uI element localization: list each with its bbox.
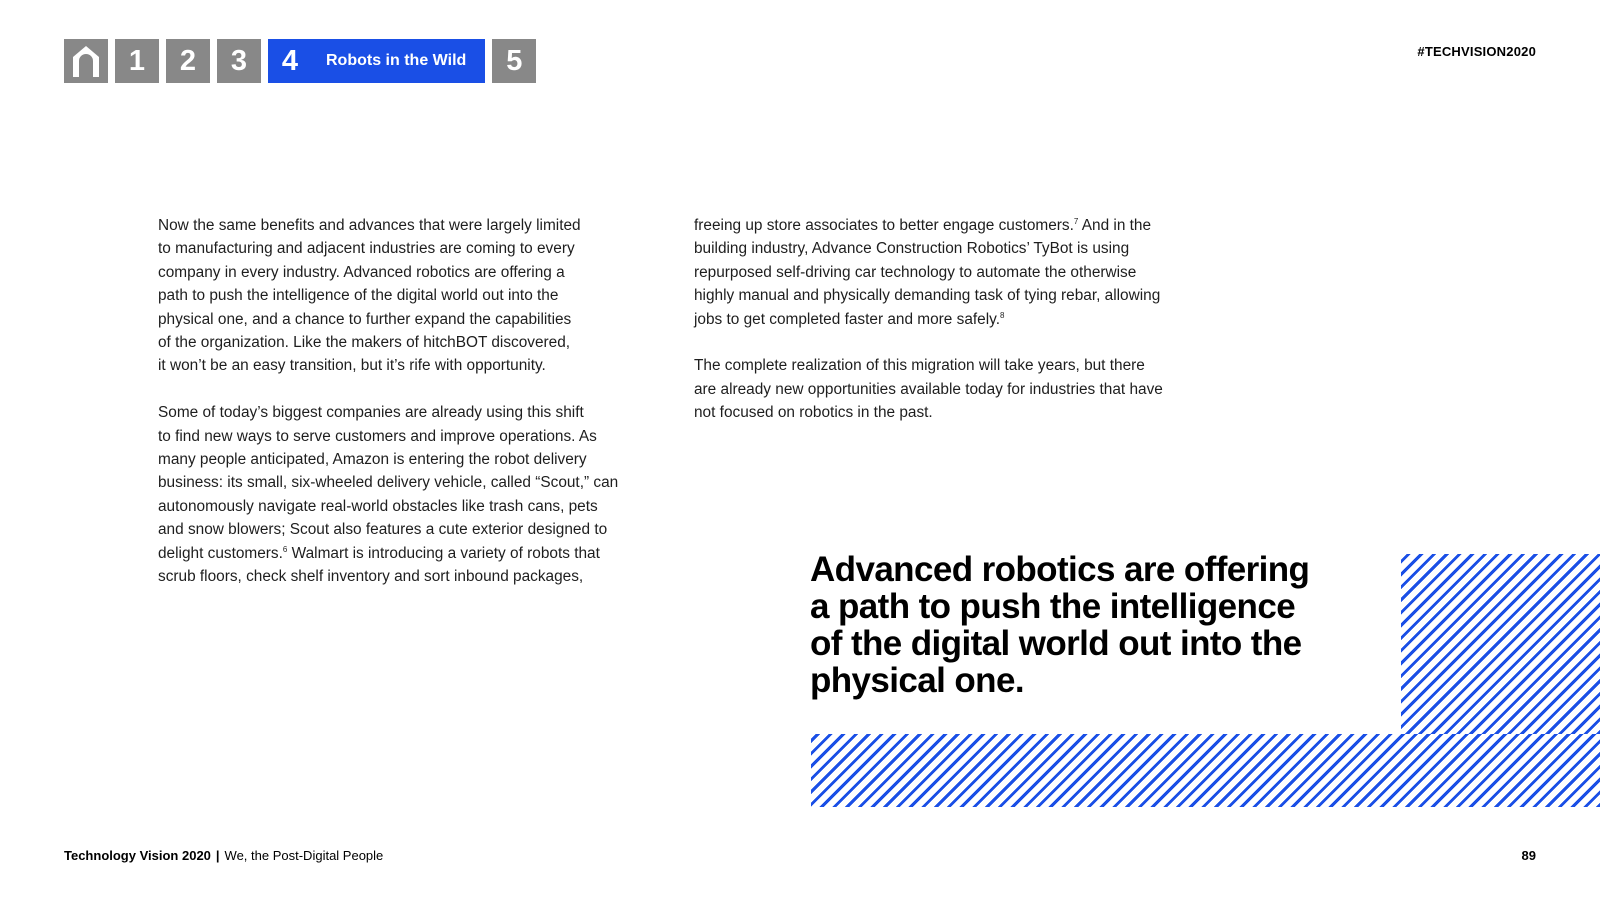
nav-tab-1[interactable]: 1 — [115, 39, 159, 83]
text-line: to manufacturing and adjacent industries are coming to every — [158, 240, 575, 258]
text-line: physical one, and a chance to further expand the capabilities — [158, 310, 572, 328]
pull-quote-line: of the digital world out into the — [810, 624, 1302, 663]
pull-quote — [810, 551, 1370, 699]
text-fragment: freeing up store associates to better engage customers. — [694, 217, 1074, 234]
text-line: to find new ways to serve customers and improve operations. As — [158, 427, 597, 445]
text-fragment: And in the — [1078, 217, 1152, 234]
text-line: Now the same benefits and advances that were largely limited — [158, 217, 581, 234]
text-fragment: Walmart is introducing a variety of robots that — [287, 544, 600, 562]
nav-tab-4-title: Robots in the Wild — [326, 52, 467, 69]
paragraph — [694, 214, 1214, 331]
hashtag-label: #TECHVISION2020 — [1417, 44, 1536, 59]
footer-brand: Technology Vision 2020 — [64, 848, 211, 863]
text-line: building industry, Advance Construction Robotics’ TyBot is using — [694, 240, 1130, 258]
page-number: 89 — [1521, 848, 1536, 863]
nav-tab-5[interactable]: 5 — [492, 39, 536, 83]
footnote-ref[interactable]: 8 — [999, 310, 1005, 320]
footnote-ref[interactable]: 6 — [282, 544, 288, 554]
left-text-column — [158, 214, 658, 612]
text-line: it won’t be an easy transition, but it’s rife with opportunity. — [158, 357, 546, 375]
text-line: scrub floors, check shelf inventory and sort inbound packages, — [158, 568, 584, 586]
text-fragment: delight customers. — [158, 544, 283, 562]
text-line: path to push the intelligence of the digital world out into the — [158, 287, 559, 305]
pull-quote-line: a path to push the intelligence — [810, 587, 1296, 626]
footer — [64, 848, 383, 863]
text-line: repurposed self-driving car technology to automate the otherwise — [694, 263, 1137, 281]
text-line: not focused on robotics in the past. — [694, 404, 933, 422]
text-line — [694, 214, 1214, 237]
paragraph — [158, 401, 658, 588]
footer-separator: | — [215, 848, 220, 863]
pull-quote-line: physical one. — [810, 661, 1024, 700]
text-line: and snow blowers; Scout also features a cute exterior designed to — [158, 521, 608, 539]
footer-subtitle: We, the Post-Digital People — [224, 848, 384, 863]
text-fragment: jobs to get completed faster and more safely. — [694, 310, 1000, 328]
section-nav — [64, 39, 536, 83]
text-line: of the organization. Like the makers of hitchBOT discovered, — [158, 334, 571, 352]
footnote-ref[interactable]: 7 — [1073, 217, 1079, 226]
text-line — [158, 542, 658, 565]
text-line: are already new opportunities available today for industries that have — [694, 380, 1163, 398]
hatch-pattern-vertical — [1401, 554, 1600, 734]
right-text-column — [694, 214, 1214, 448]
home-button[interactable] — [64, 39, 108, 83]
text-line: business: its small, six-wheeled delivery vehicle, called “Scout,” can — [158, 474, 619, 492]
nav-tab-4-number: 4 — [281, 44, 299, 77]
home-icon — [70, 43, 102, 79]
text-line — [694, 308, 1214, 331]
text-line: company in every industry. Advanced robotics are offering a — [158, 263, 565, 281]
text-line: many people anticipated, Amazon is entering the robot delivery — [158, 451, 587, 469]
text-line: highly manual and physically demanding task of tying rebar, allowing — [694, 287, 1161, 305]
nav-tab-3[interactable]: 3 — [217, 39, 261, 83]
text-line: Some of today’s biggest companies are already using this shift — [158, 404, 584, 422]
paragraph — [158, 214, 658, 378]
nav-tab-4-active[interactable] — [268, 39, 485, 83]
text-line: The complete realization of this migration will take years, but there — [694, 357, 1145, 375]
pull-quote-line: Advanced robotics are offering — [810, 550, 1310, 589]
hatch-pattern-horizontal — [811, 734, 1600, 807]
text-line: autonomously navigate real-world obstacles like trash cans, pets — [158, 497, 598, 515]
paragraph — [694, 354, 1214, 424]
nav-tab-2[interactable]: 2 — [166, 39, 210, 83]
